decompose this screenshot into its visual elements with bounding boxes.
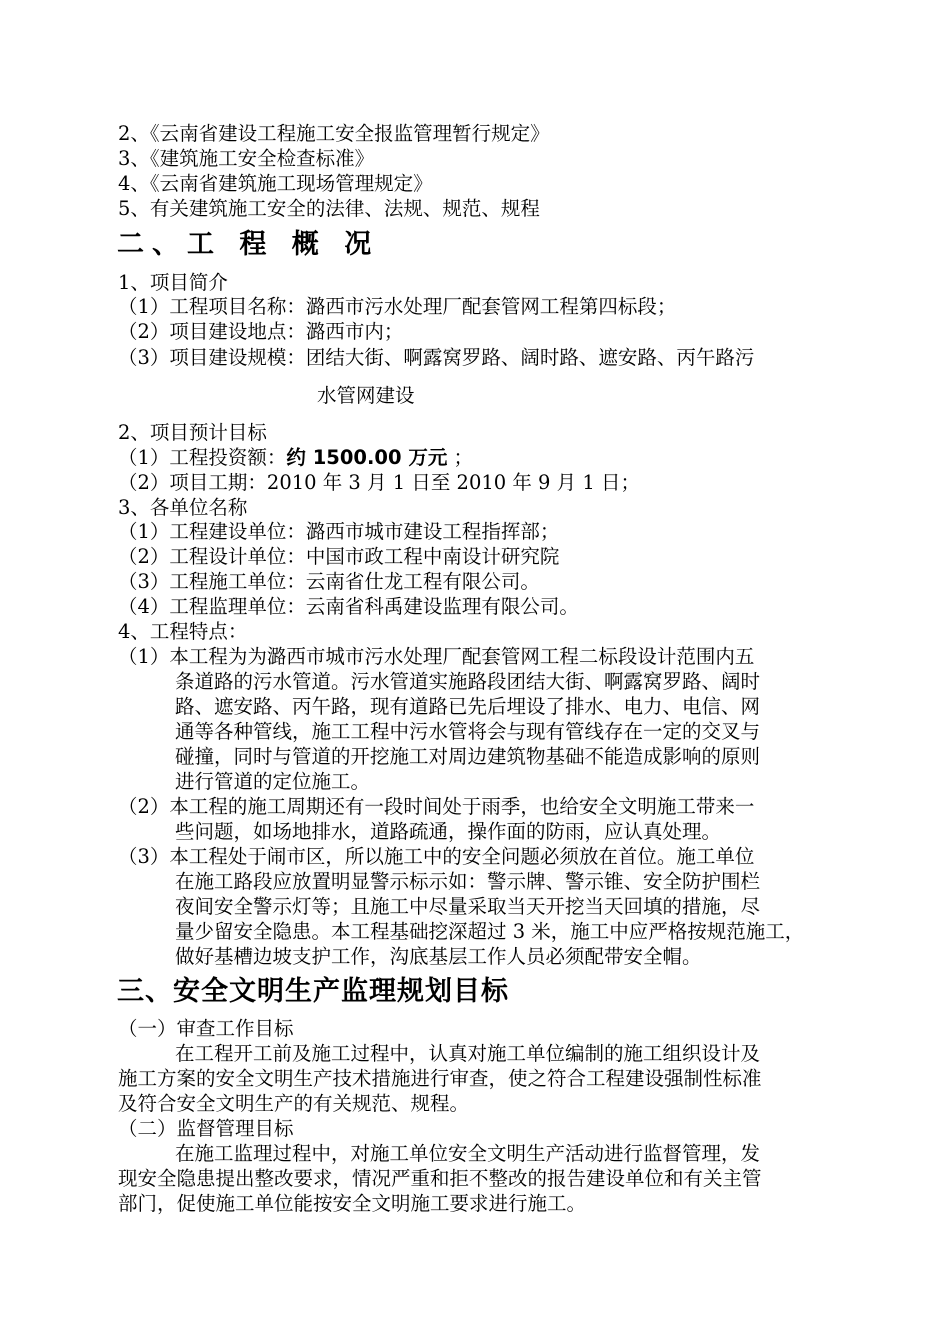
subsection-title: 3、各单位名称 (118, 496, 248, 519)
section-heading-overview: 二、工 程 概 况 (117, 229, 380, 260)
feature-line: 通等各种管线，施工工程中污水管将会与现有管线存在一定的交叉与 (175, 720, 761, 743)
period-line: （2）项目工期：2010 年 3 月 1 日至 2010 年 9 月 1 日； (118, 471, 640, 494)
investment-suffix: ； (447, 446, 474, 469)
feature-line: （1）本工程为为潞西市城市污水处理厂配套管网工程二标段设计范围内五 (118, 645, 755, 668)
subsection-title: 1、项目简介 (118, 271, 228, 294)
ref-item: 3、《建筑施工安全检查标准》 (118, 147, 375, 170)
ref-item: 5、有关建筑施工安全的法律、法规、规范、规程 (118, 197, 540, 220)
feature-line: 量少留安全隐患。本工程基础挖深超过 3 米，施工中应严格按规范施工， (175, 920, 805, 943)
feature-line: 夜间安全警示灯等；且施工中尽量采取当天开挖当天回填的措施，尽 (175, 895, 761, 918)
list-item: （3）工程施工单位：云南省仕龙工程有限公司。 (118, 570, 540, 593)
feature-line: 路、遮安路、丙午路，现有道路已先后埋设了排水、电力、电信、网 (175, 695, 761, 718)
feature-line: 条道路的污水管道。污水管道实施路段团结大街、啊露窝罗路、阔时 (175, 670, 761, 693)
subsection-title: （一）审查工作目标 (118, 1017, 294, 1040)
paragraph-line: 部门，促使施工单位能按安全文明施工要求进行施工。 (118, 1192, 587, 1215)
paragraph-line: 现安全隐患提出整改要求，情况严重和拒不整改的报告建设单位和有关主管 (118, 1167, 762, 1190)
subsection-title: （二）监督管理目标 (118, 1117, 294, 1140)
list-item: （2）项目建设地点：潞西市内； (118, 320, 404, 343)
investment-line (118, 445, 473, 470)
list-item: （1）工程项目名称：潞西市污水处理厂配套管网工程第四标段； (118, 295, 677, 318)
list-item: （4）工程监理单位：云南省科禹建设监理有限公司。 (118, 595, 579, 618)
investment-label: （1）工程投资额： (118, 446, 287, 469)
feature-line: 碰撞，同时与管道的开挖施工对周边建筑物基础不能造成影响的原则 (175, 745, 761, 768)
ref-item: 2、《云南省建设工程施工安全报监管理暂行规定》 (118, 122, 550, 145)
feature-line: 在施工路段应放置明显警示标示如：警示牌、警示锥、安全防护围栏 (175, 870, 761, 893)
paragraph-line: 在工程开工前及施工过程中，认真对施工单位编制的施工组织设计及 (175, 1042, 761, 1065)
feature-line: 些问题，如场地排水，道路疏通，操作面的防雨，应认真处理。 (175, 820, 722, 843)
section-heading-goals: 三、安全文明生产监理规划目标 (117, 976, 509, 1007)
list-item: （2）工程设计单位：中国市政工程中南设计研究院 (118, 545, 560, 568)
feature-line: （3）本工程处于闹市区，所以施工中的安全问题必须放在首位。施工单位 (118, 845, 755, 868)
subsection-title: 4、工程特点： (118, 620, 248, 643)
feature-line: 进行管道的定位施工。 (175, 770, 371, 793)
paragraph-line: 施工方案的安全文明生产技术措施进行审查，使之符合工程建设强制性标准 (118, 1067, 762, 1090)
list-item: （3）项目建设规模：团结大街、啊露窝罗路、阔时路、遮安路、丙午路污 (118, 346, 755, 369)
list-item: （1）工程建设单位：潞西市城市建设工程指挥部； (118, 520, 560, 543)
paragraph-line: 及符合安全文明生产的有关规范、规程。 (118, 1092, 470, 1115)
feature-line: 做好基槽边坡支护工作，沟底基层工作人员必须配带安全帽。 (175, 945, 702, 968)
list-item-continuation: 水管网建设 (317, 384, 415, 407)
ref-item: 4、《云南省建筑施工现场管理规定》 (118, 172, 433, 195)
investment-value: 约 1500.00 万元 (286, 446, 448, 469)
feature-line: （2）本工程的施工周期还有一段时间处于雨季，也给安全文明施工带来一 (118, 795, 755, 818)
subsection-title: 2、项目预计目标 (118, 421, 267, 444)
paragraph-line: 在施工监理过程中，对施工单位安全文明生产活动进行监督管理，发 (175, 1142, 761, 1165)
